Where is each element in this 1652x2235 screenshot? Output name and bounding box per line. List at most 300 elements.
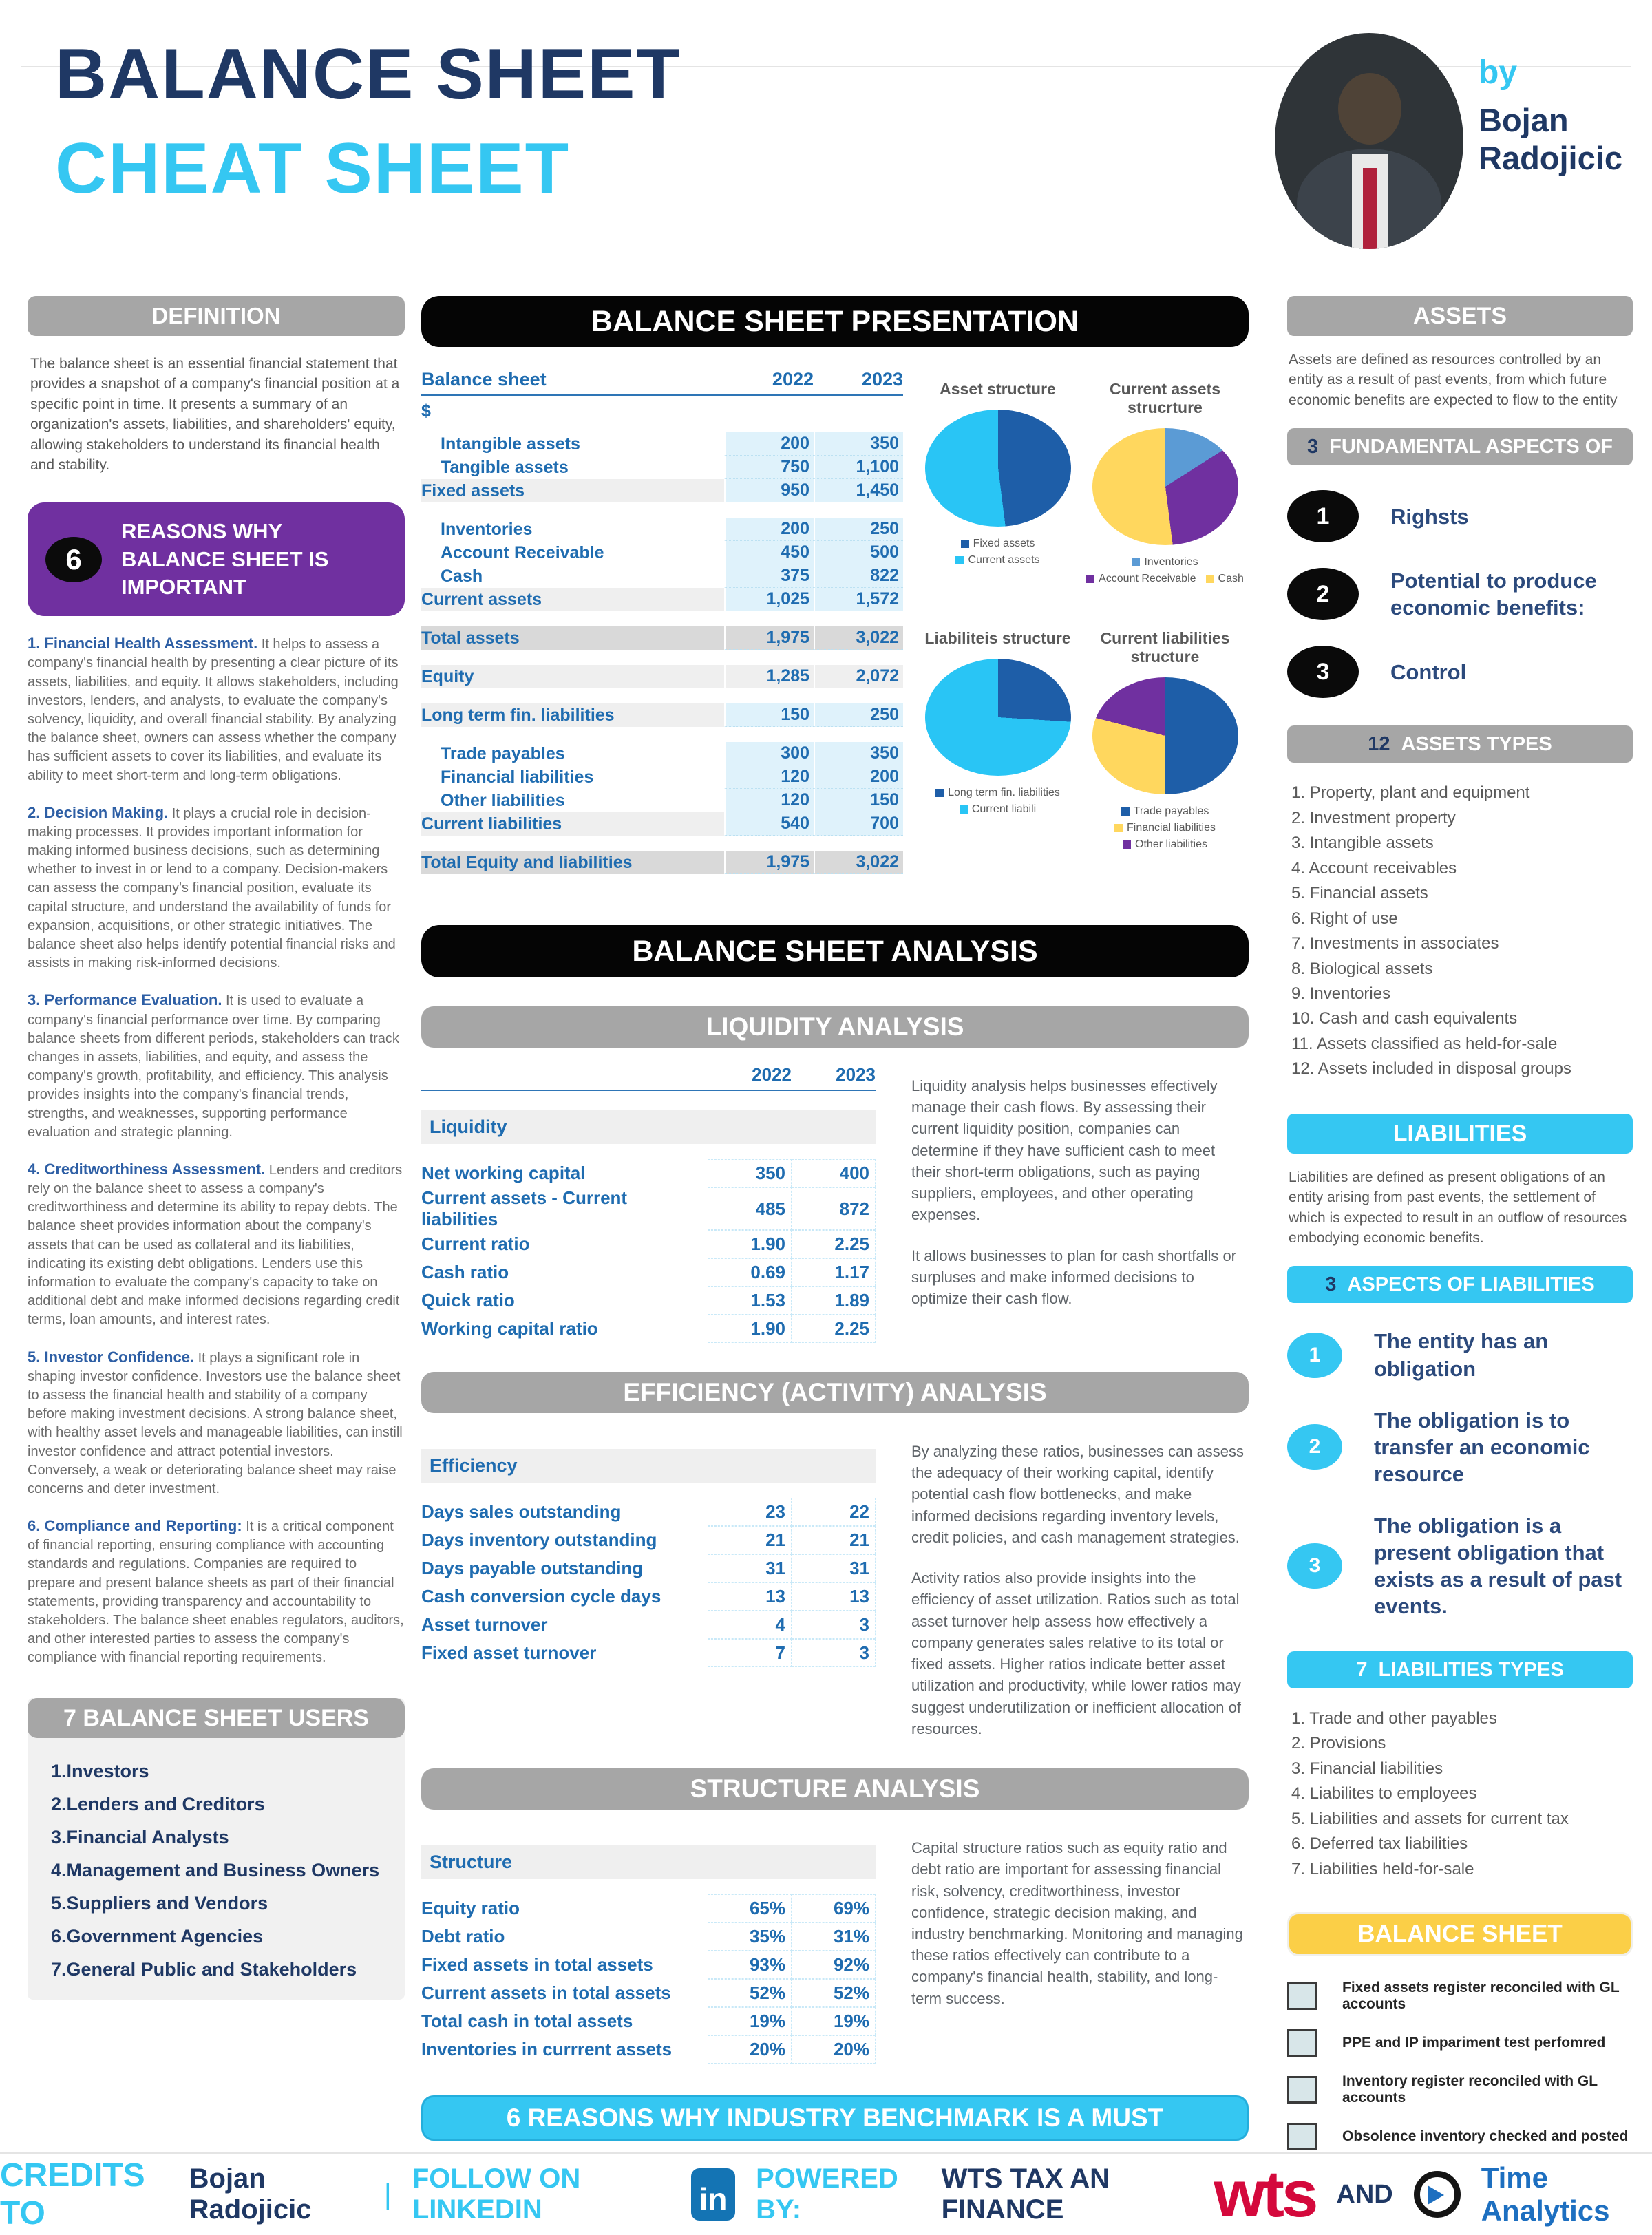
reason-item bbox=[28, 990, 405, 1142]
table-header-year-2023: 2023 bbox=[861, 369, 903, 390]
row-value-2022: 1,025 bbox=[724, 588, 814, 611]
table-row bbox=[421, 1951, 876, 1979]
table-row bbox=[421, 2007, 876, 2035]
checkbox[interactable] bbox=[1287, 2076, 1317, 2104]
row-value-2022: 120 bbox=[724, 765, 814, 789]
middle-column bbox=[421, 296, 1249, 2154]
table-row bbox=[421, 611, 903, 626]
legend-label: Cash bbox=[1218, 573, 1244, 584]
legend-swatch bbox=[955, 556, 964, 564]
row-value-2023: 2.25 bbox=[792, 1315, 876, 1343]
asset-aspect-number-badge: 3 bbox=[1287, 646, 1359, 698]
row-value-2022: 23 bbox=[708, 1498, 792, 1526]
assets-aspects-list bbox=[1287, 490, 1633, 698]
table-row bbox=[421, 688, 903, 703]
row-label: Intangible assets bbox=[441, 434, 580, 454]
chart-legend bbox=[915, 538, 1081, 566]
row-value-2023 bbox=[814, 836, 903, 851]
row-value-2023 bbox=[814, 611, 903, 626]
row-value-2022 bbox=[724, 727, 814, 742]
row-value-2023: 2.25 bbox=[792, 1230, 876, 1258]
row-value-2022 bbox=[724, 502, 814, 518]
assets-types-list bbox=[1287, 781, 1633, 1082]
liquidity-rows bbox=[421, 1159, 876, 1343]
reason-text: It plays a crucial role in decision-making processes. It provides important information for making informed business decisions, such as determining whether to invest in or lend to a company. Decision-makers can assess the company's financial position, evaluate its capital structure, and understand the availability of funds for expansion, acquisitions, or other strategic initiatives. The balance sheet also helps identify potential financial risks and assists in making risk-informed decisions. bbox=[28, 805, 396, 971]
reasons-count-badge: 6 bbox=[45, 537, 102, 582]
balance-sheet-rows bbox=[421, 432, 903, 874]
legend-item bbox=[955, 554, 1039, 566]
row-value-2023: 31% bbox=[792, 1922, 876, 1951]
row-label: Cash conversion cycle days bbox=[421, 1586, 661, 1607]
photo-silhouette-tie bbox=[1363, 168, 1377, 249]
row-value-2023: 822 bbox=[814, 564, 903, 588]
row-label bbox=[421, 611, 724, 626]
users-list bbox=[28, 1738, 405, 1991]
legend-label: Fixed assets bbox=[973, 538, 1035, 549]
legend-item bbox=[961, 538, 1035, 550]
right-column bbox=[1287, 296, 1633, 2154]
row-value-2022: 1,285 bbox=[724, 665, 814, 688]
row-label: Inventories bbox=[441, 519, 533, 539]
row-value-2022: 150 bbox=[724, 703, 814, 727]
table-row bbox=[421, 665, 903, 688]
liabilities-types-header bbox=[1287, 1651, 1633, 1688]
byline-author: Bojan Radojicic bbox=[1479, 102, 1622, 177]
assets-types-header bbox=[1287, 725, 1633, 763]
table-row bbox=[421, 518, 903, 541]
table-row bbox=[421, 626, 903, 650]
asset-aspect-text: Potential to produce economic benefits: bbox=[1390, 569, 1597, 620]
checkbox[interactable] bbox=[1287, 1982, 1317, 2010]
legend-swatch bbox=[1132, 558, 1140, 566]
follow-linkedin-link[interactable]: FOLLOW ON LINKEDIN bbox=[412, 2163, 581, 2225]
row-value-2022: 93% bbox=[708, 1951, 792, 1979]
liabilities-header: LIABILITIES bbox=[1287, 1114, 1633, 1154]
row-value-2023: 350 bbox=[814, 432, 903, 456]
asset-type-item: 8. Biological assets bbox=[1291, 959, 1433, 978]
liquidity-text bbox=[911, 1064, 1249, 1343]
liability-aspect-number-badge: 1 bbox=[1287, 1333, 1342, 1378]
table-row bbox=[421, 502, 903, 518]
row-value-2022: 750 bbox=[724, 456, 814, 479]
row-label: Quick ratio bbox=[421, 1290, 515, 1311]
checklist-item-label: Inventory register reconciled with GL accounts bbox=[1342, 2073, 1598, 2106]
benchmark-header: 6 REASONS WHY INDUSTRY BENCHMARK IS A MUST bbox=[421, 2095, 1249, 2141]
users-list-item: 2.Lenders and Creditors bbox=[51, 1793, 265, 1814]
row-value-2022: 485 bbox=[708, 1187, 792, 1230]
legend-item bbox=[935, 787, 1060, 799]
structure-table bbox=[421, 1826, 876, 2064]
liquidity-header: LIQUIDITY ANALYSIS bbox=[421, 1006, 1249, 1048]
checklist-header: BALANCE SHEET CHECKLIST bbox=[1287, 1912, 1633, 1956]
page-title bbox=[55, 28, 681, 217]
assets-aspects-label: FUNDAMENTAL ASPECTS OF ASSETS bbox=[1329, 436, 1613, 496]
powered-by-name: WTS TAX AN FINANCE bbox=[941, 2163, 1110, 2225]
structure-header: STRUCTURE ANALYSIS bbox=[421, 1768, 1249, 1810]
reason-lead: 1. Financial Health Assessment. bbox=[28, 635, 258, 653]
legend-item bbox=[1206, 573, 1244, 585]
liability-type-item: 5. Liabilities and assets for current tax bbox=[1291, 1809, 1569, 1828]
row-value-2022: 13 bbox=[708, 1582, 792, 1611]
asset-aspect-item bbox=[1287, 646, 1633, 698]
row-value-2022: 1,975 bbox=[724, 851, 814, 874]
reason-text: Lenders and creditors rely on the balance sheet to assess a company's creditworthiness and determine its ability to repay debts. The balance sheet provides information about the company's assets that can be used as collateral and its liabilities, indicating its existing debt obligations. Lenders use this information to evaluate the company's capacity to take on additional debt and make informed decisions regarding credit terms, loan amounts, and interest rates. bbox=[28, 1162, 403, 1328]
row-value-2023: 21 bbox=[792, 1526, 876, 1554]
chart-legend bbox=[1083, 805, 1248, 851]
users-list-item: 7.General Public and Stakeholders bbox=[51, 1958, 357, 1980]
structure-paragraph-1: Capital structure ratios such as equity ratio and debt ratio are important for assessing financial risk, solvency, creditworthiness, investor confidence, strategic decision making, and industry benchmarking. Monitoring and managing these ratios effectively can contribute to a company's financial health, stability, and long-term success. bbox=[911, 1839, 1243, 2007]
table-header-label: Balance sheet bbox=[421, 369, 547, 390]
chart-liabilities-structure bbox=[914, 629, 1081, 851]
table-row bbox=[421, 1639, 876, 1667]
byline bbox=[1479, 54, 1644, 178]
row-label: Fixed assets bbox=[421, 479, 724, 502]
reason-lead: 6. Compliance and Reporting: bbox=[28, 1517, 242, 1535]
asset-aspect-number-badge: 1 bbox=[1287, 490, 1359, 542]
liability-aspect-text: The obligation is to transfer an economic resource bbox=[1374, 1408, 1590, 1486]
row-value-2022: 1.90 bbox=[708, 1230, 792, 1258]
photo-silhouette-head bbox=[1338, 73, 1401, 145]
liability-aspect-text: The entity has an obligation bbox=[1374, 1329, 1549, 1381]
reason-item bbox=[28, 1516, 405, 1668]
asset-type-item: 4. Account receivables bbox=[1291, 858, 1457, 878]
row-value-2023: 350 bbox=[814, 742, 903, 765]
legend-item bbox=[1123, 838, 1207, 851]
table-row bbox=[421, 727, 903, 742]
row-label bbox=[421, 650, 724, 665]
legend-swatch bbox=[960, 805, 968, 814]
time-analytics-icon bbox=[1414, 2171, 1461, 2218]
assets-aspects-count: 3 bbox=[1306, 436, 1319, 458]
and-label: AND bbox=[1336, 2179, 1393, 2209]
row-value-2022 bbox=[724, 836, 814, 851]
users-panel bbox=[28, 1698, 405, 2000]
liability-aspect-item bbox=[1287, 1512, 1633, 1620]
row-value-2023: 700 bbox=[814, 812, 903, 836]
spacer bbox=[1287, 698, 1633, 725]
definition-text: The balance sheet is an essential financial statement that provides a snapshot of a company's financial position at a specific point in time. It presents a summary of an organization's assets, liabilities, and shareholders' equity, allowing stakeholders to understand its financial health and stability. bbox=[30, 356, 400, 473]
pie-current-assets-structure bbox=[1092, 428, 1238, 545]
table-row bbox=[421, 650, 903, 665]
reasons-header-box bbox=[28, 502, 405, 616]
row-value-2022: 20% bbox=[708, 2035, 792, 2064]
asset-type-item: 1. Property, plant and equipment bbox=[1291, 783, 1530, 803]
row-value-2022 bbox=[724, 611, 814, 626]
liability-aspect-number-badge: 2 bbox=[1287, 1424, 1342, 1470]
row-label: Current assets bbox=[421, 588, 724, 611]
asset-aspect-number-badge: 2 bbox=[1287, 568, 1359, 620]
row-label: Long term fin. liabilities bbox=[421, 703, 724, 727]
liabilities-aspects-list bbox=[1287, 1328, 1633, 1619]
legend-label: Financial liabilities bbox=[1127, 822, 1216, 834]
author-photo bbox=[1275, 33, 1463, 249]
row-value-2023: 3 bbox=[792, 1611, 876, 1639]
legend-item bbox=[960, 803, 1036, 816]
row-value-2022: 65% bbox=[708, 1894, 792, 1922]
powered-by-label: POWERED BY: bbox=[756, 2163, 898, 2225]
row-label: Days inventory outstanding bbox=[421, 1529, 657, 1550]
table-row bbox=[421, 1498, 876, 1526]
reasons-header-title: REASONS WHY BALANCE SHEET IS IMPORTANT bbox=[121, 519, 329, 599]
efficiency-header: EFFICIENCY (ACTIVITY) ANALYSIS bbox=[421, 1372, 1249, 1413]
table-row bbox=[421, 1159, 876, 1187]
row-value-2022: 200 bbox=[724, 518, 814, 541]
reason-text: It is used to evaluate a company's financial performance over time. By comparing balance sheets from different periods, stakeholders can track changes in assets, liabilities, and equity, and assess the company's growth, profitability, and efficiency. This analysis provides insights into the company's financial trends, strengths, and weaknesses, supporting performance evaluation and strategic planning. bbox=[28, 993, 399, 1140]
pie-asset-structure bbox=[925, 410, 1071, 527]
content-columns bbox=[0, 296, 1652, 2154]
legend-swatch bbox=[935, 789, 944, 797]
row-value-2022 bbox=[724, 650, 814, 665]
chart-title: Liabiliteis structure bbox=[924, 629, 1071, 647]
row-value-2022: 0.69 bbox=[708, 1258, 792, 1286]
liability-aspect-item bbox=[1287, 1407, 1633, 1487]
chart-title: Asset structure bbox=[940, 380, 1056, 398]
row-value-2022 bbox=[724, 688, 814, 703]
asset-aspect-text: Righsts bbox=[1390, 504, 1469, 529]
row-label: Current assets in total assets bbox=[421, 1982, 671, 2004]
balance-sheet-table bbox=[421, 369, 903, 899]
chart-title: Current assets strucrture bbox=[1109, 380, 1221, 416]
efficiency-rows bbox=[421, 1498, 876, 1667]
row-value-2022: 35% bbox=[708, 1922, 792, 1951]
checklist-item-label: Obsolence inventory checked and posted bbox=[1342, 2128, 1629, 2145]
checklist-item bbox=[1287, 2029, 1633, 2057]
page-header bbox=[0, 0, 1652, 296]
liquidity-section bbox=[421, 1064, 1249, 1343]
pie-liabilities-structure bbox=[925, 659, 1071, 776]
wts-logo: wts bbox=[1214, 2157, 1316, 2231]
asset-type-item: 12. Assets included in disposal groups bbox=[1291, 1059, 1571, 1079]
liability-aspect-text: The obligation is a present obligation that exists as a result of past events. bbox=[1374, 1513, 1622, 1618]
row-value-2023: 20% bbox=[792, 2035, 876, 2064]
liabilities-types-count: 7 bbox=[1356, 1658, 1368, 1681]
liabilities-intro: Liabilities are defined as present obligations of an entity arising from past events, the settlement of which is expected to result in an outflow of resources embodying economic benefits. bbox=[1289, 1169, 1627, 1247]
liability-type-item: 2. Provisions bbox=[1291, 1734, 1386, 1753]
table-row bbox=[421, 1315, 876, 1343]
asset-type-item: 6. Right of use bbox=[1291, 909, 1398, 928]
presentation-body bbox=[421, 369, 1249, 899]
liabilities-types-label: LIABILITIES TYPES bbox=[1378, 1658, 1564, 1681]
row-value-2023: 92% bbox=[792, 1951, 876, 1979]
row-label: Total Equity and liabilities bbox=[421, 852, 633, 872]
chart-current-assets-structure bbox=[1081, 380, 1249, 585]
definition-header: DEFINITION bbox=[28, 296, 405, 336]
legend-item bbox=[1086, 573, 1196, 585]
reason-text: It helps to assess a company's financial health by presenting a clear picture of its assets, liabilities, and equity. It allows stakeholders, including investors, lenders, and analysts, to evaluate the company's solvency, liquidity, and overall financial stability. By analyzing the balance sheet, owners can assess whether the company has sufficient assets to cover its liabilities, and evaluate its ability to meet short-term and long-term obligations. bbox=[28, 637, 399, 783]
row-value-2022: 450 bbox=[724, 541, 814, 564]
row-label: Total cash in total assets bbox=[421, 2011, 633, 2032]
structure-section-label: Structure bbox=[421, 1845, 876, 1879]
table-row bbox=[421, 456, 903, 479]
liquidity-section-label: Liquidity bbox=[421, 1110, 876, 1144]
page-title-line1: BALANCE SHEET bbox=[55, 34, 682, 114]
liability-type-item: 7. Liabilities held-for-sale bbox=[1291, 1859, 1474, 1878]
legend-label: Account Receivable bbox=[1099, 573, 1196, 584]
users-list-item: 5.Suppliers and Vendors bbox=[51, 1892, 268, 1914]
reason-text: It plays a significant role in shaping investor confidence. Investors use the balance sheet to assess the financial health and stability of a company before making investment decisions. A strong balance sheet, with healthy asset levels and manageable liabilities, can instill investor confidence and attract potential investors. Conversely, a weak or deteriorating balance sheet may raise concerns and deter investment. bbox=[28, 1350, 403, 1496]
liability-type-item: 3. Financial liabilities bbox=[1291, 1759, 1443, 1778]
row-value-2022: 4 bbox=[708, 1611, 792, 1639]
reason-lead: 2. Decision Making. bbox=[28, 803, 169, 821]
asset-type-item: 9. Inventories bbox=[1291, 984, 1391, 1004]
row-value-2023: 3,022 bbox=[814, 626, 903, 650]
asset-type-item: 7. Investments in associates bbox=[1291, 934, 1499, 953]
row-label: Fixed assets in total assets bbox=[421, 1954, 653, 1976]
row-value-2023: 3 bbox=[792, 1639, 876, 1667]
table-row bbox=[421, 1554, 876, 1582]
presentation-header: BALANCE SHEET PRESENTATION bbox=[421, 296, 1249, 347]
table-row bbox=[421, 432, 903, 456]
left-column bbox=[28, 296, 405, 2154]
assets-header: ASSETS bbox=[1287, 296, 1633, 336]
efficiency-section-label: Efficiency bbox=[421, 1449, 876, 1483]
row-value-2022: 375 bbox=[724, 564, 814, 588]
assets-aspects-header bbox=[1287, 428, 1633, 496]
row-label: Days payable outstanding bbox=[421, 1558, 644, 1578]
footer-divider: | bbox=[383, 2178, 392, 2210]
row-label: Fixed asset turnover bbox=[421, 1642, 597, 1663]
row-value-2023: 2,072 bbox=[814, 665, 903, 688]
liability-aspect-number-badge: 3 bbox=[1287, 1543, 1342, 1589]
row-value-2023 bbox=[814, 727, 903, 742]
liability-type-item: 1. Trade and other payables bbox=[1291, 1708, 1497, 1728]
row-label: Account Receivable bbox=[441, 542, 604, 562]
legend-label: Other liabilities bbox=[1135, 838, 1207, 850]
reason-lead: 5. Investor Confidence. bbox=[28, 1348, 195, 1366]
table-row bbox=[421, 703, 903, 727]
liability-aspect-item bbox=[1287, 1328, 1633, 1381]
assets-types-count: 12 bbox=[1368, 733, 1390, 756]
liquidity-table-header bbox=[421, 1064, 876, 1091]
row-value-2023: 1.89 bbox=[792, 1286, 876, 1315]
legend-item bbox=[1121, 805, 1209, 818]
asset-type-item: 3. Intangible assets bbox=[1291, 834, 1434, 853]
chart-title: Current liabilities structure bbox=[1100, 629, 1230, 666]
row-label: Cash bbox=[441, 566, 483, 586]
row-value-2023: 500 bbox=[814, 541, 903, 564]
liquidity-table bbox=[421, 1064, 876, 1343]
row-value-2023 bbox=[814, 688, 903, 703]
row-value-2022: 540 bbox=[724, 812, 814, 836]
liabilities-types-list bbox=[1287, 1706, 1633, 1882]
row-value-2022: 950 bbox=[724, 479, 814, 502]
chart-legend bbox=[1083, 556, 1248, 585]
table-currency: $ bbox=[421, 401, 431, 421]
reasons-list bbox=[28, 633, 405, 1667]
legend-item bbox=[1114, 822, 1216, 834]
row-value-2022: 19% bbox=[708, 2007, 792, 2035]
row-value-2022: 7 bbox=[708, 1639, 792, 1667]
asset-type-item: 2. Investment property bbox=[1291, 808, 1456, 827]
table-row bbox=[421, 1979, 876, 2007]
row-value-2023: 200 bbox=[814, 765, 903, 789]
chart-asset-structure bbox=[914, 380, 1081, 585]
row-value-2023: 13 bbox=[792, 1582, 876, 1611]
efficiency-paragraph-1: By analyzing these ratios, businesses can assess the adequacy of their working capital, identify potential cash flow bottlenecks, and make informed decisions regarding inventory levels, credit policies, and cash management strategies. bbox=[911, 1443, 1245, 1546]
row-label: Current liabilities bbox=[421, 812, 724, 836]
row-value-2023: 31 bbox=[792, 1554, 876, 1582]
row-label: Tangible assets bbox=[441, 457, 569, 477]
row-label: Current assets - Current liabilities bbox=[421, 1187, 628, 1229]
row-value-2022: 31 bbox=[708, 1554, 792, 1582]
liabilities-aspects-header bbox=[1287, 1266, 1633, 1303]
row-value-2023: 250 bbox=[814, 703, 903, 727]
row-label: Other liabilities bbox=[441, 790, 565, 810]
footer bbox=[0, 2152, 1652, 2235]
table-row bbox=[421, 789, 903, 812]
row-value-2023: 1,450 bbox=[814, 479, 903, 502]
users-list-item: 1.Investors bbox=[51, 1760, 149, 1781]
table-row bbox=[421, 836, 903, 851]
table-row bbox=[421, 1611, 876, 1639]
byline-prefix: by bbox=[1479, 54, 1518, 91]
spacer bbox=[1287, 1620, 1633, 1651]
linkedin-icon[interactable]: in bbox=[691, 2168, 735, 2221]
users-list-item: 4.Management and Business Owners bbox=[51, 1859, 380, 1881]
balance-sheet-table-header bbox=[421, 369, 903, 396]
row-label bbox=[421, 502, 724, 518]
spacer bbox=[1287, 1082, 1633, 1114]
row-value-2022: 1.53 bbox=[708, 1286, 792, 1315]
page-title-line2: CHEAT SHEET bbox=[55, 129, 571, 209]
footer-author: Bojan Radojicic bbox=[189, 2163, 312, 2225]
checklist-item-label: PPE and IP impariment test perfomred bbox=[1342, 2035, 1606, 2051]
legend-swatch bbox=[1114, 824, 1123, 832]
row-value-2023: 22 bbox=[792, 1498, 876, 1526]
row-value-2023: 1.17 bbox=[792, 1258, 876, 1286]
row-value-2023: 3,022 bbox=[814, 851, 903, 874]
efficiency-paragraph-2: Activity ratios also provide insights into the efficiency of asset utilization. Ratios such as total asset turnover help assess how effectively a company generates sales relative to its total or fixed assets. Higher ratios indicate better asset utilization and productivity, while lower ratios may suggest underutilization or inefficient allocation of resources. bbox=[911, 1569, 1242, 1737]
row-value-2022: 52% bbox=[708, 1979, 792, 2007]
row-label: Net working capital bbox=[421, 1163, 586, 1183]
row-value-2023: 19% bbox=[792, 2007, 876, 2035]
liabilities-aspects-count: 3 bbox=[1325, 1273, 1337, 1296]
checkbox[interactable] bbox=[1287, 2029, 1317, 2057]
legend-swatch bbox=[961, 540, 969, 548]
users-list-item: 3.Financial Analysts bbox=[51, 1826, 229, 1847]
row-value-2022: 350 bbox=[708, 1159, 792, 1187]
row-value-2023: 400 bbox=[792, 1159, 876, 1187]
table-row bbox=[421, 541, 903, 564]
legend-swatch bbox=[1121, 807, 1130, 816]
checkbox[interactable] bbox=[1287, 2123, 1317, 2150]
row-label: Inventories in currrent assets bbox=[421, 2039, 673, 2060]
row-label: Equity bbox=[421, 665, 724, 688]
structure-text bbox=[911, 1826, 1249, 2064]
table-row bbox=[421, 1187, 876, 1230]
table-row bbox=[421, 812, 903, 836]
row-value-2022: 120 bbox=[724, 789, 814, 812]
row-value-2023: 69% bbox=[792, 1894, 876, 1922]
time-analytics-label: Time Analytics bbox=[1481, 2161, 1610, 2227]
pie-current-liabilities-structure bbox=[1092, 677, 1238, 794]
row-value-2022: 1,975 bbox=[724, 626, 814, 650]
row-label: Cash ratio bbox=[421, 1262, 509, 1282]
efficiency-section bbox=[421, 1430, 1249, 1739]
reason-item bbox=[28, 1347, 405, 1499]
legend-label: Current assets bbox=[968, 554, 1040, 566]
checklist-item bbox=[1287, 2123, 1633, 2150]
row-value-2022: 200 bbox=[724, 432, 814, 456]
row-label: Financial liabilities bbox=[441, 767, 594, 787]
row-label: Days sales outstanding bbox=[421, 1501, 622, 1522]
row-label: Working capital ratio bbox=[421, 1318, 598, 1339]
table-row bbox=[421, 564, 903, 588]
row-label bbox=[421, 727, 724, 742]
row-label: Trade payables bbox=[441, 743, 565, 763]
liability-type-item: 6. Deferred tax liabilities bbox=[1291, 1834, 1468, 1854]
users-header: 7 BALANCE SHEET USERS bbox=[28, 1698, 405, 1738]
